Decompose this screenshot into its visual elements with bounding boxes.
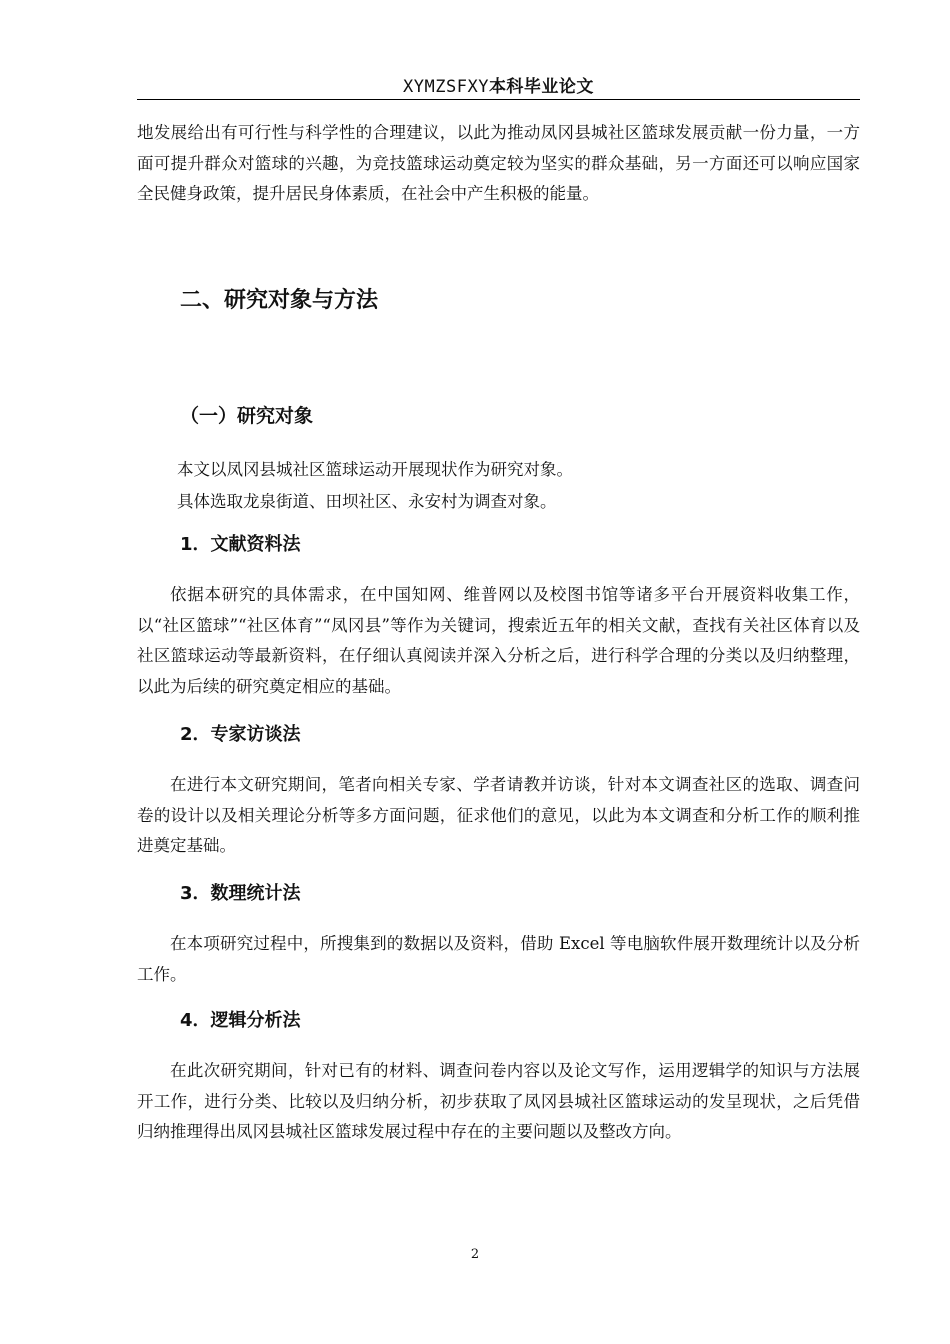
method-paragraph: 在此次研究期间，针对已有的材料、调查问卷内容以及论文写作，运用逻辑学的知识与方法展开工作，进行分类、比较以及归纳分析，初步获取了凤冈县城社区篮球运动的发呈现状，之后凭借归纳推理得出凤冈县城社区篮球发展过程中存在的主要问题以及整改方向。: [137, 1061, 860, 1141]
section-title: 二、研究对象与方法: [180, 288, 379, 313]
object-line: 具体选取龙泉街道、田坝社区、永安村为调查对象。: [177, 492, 557, 511]
intro-paragraph: 地发展给出有可行性与科学性的合理建议，以此为推动凤冈县城社区篮球发展贡献一份力量，一方面可提升群众对篮球的兴趣，为竞技篮球运动奠定较为坚实的群众基础，另一方面还可以响应国家全民健身政策，提升居民身体素质，在社会中产生积极的能量。: [137, 123, 860, 203]
subsection-title: （一）研究对象: [180, 405, 314, 427]
method-heading: 4．逻辑分析法: [180, 1010, 301, 1031]
header-divider: [137, 99, 860, 100]
method-heading: 2．专家访谈法: [180, 724, 301, 745]
method-heading: 3．数理统计法: [180, 883, 301, 904]
method-paragraph: 依据本研究的具体需求，在中国知网、维普网以及校图书馆等诸多平台开展资料收集工作，以“社区篮球”“社区体育”“凤冈县”等作为关键词，搜索近五年的相关文献，查找有关社区体育以及社区篮球运动等最新资料，在仔细认真阅读并深入分析之后，进行科学合理的分类以及归纳整理，以此为后续的研究奠定相应的基础。: [137, 585, 860, 696]
header-code: XYMZSFXY: [403, 77, 489, 97]
method-paragraph: 在本项研究过程中，所搜集到的数据以及资料，借助 Excel 等电脑软件展开数理统计以及分析工作。: [137, 934, 860, 984]
object-line: 本文以凤冈县城社区篮球运动开展现状作为研究对象。: [177, 460, 573, 479]
page-header: [137, 72, 860, 97]
method-heading: 1．文献资料法: [180, 534, 301, 555]
header-title: 本科毕业论文: [488, 77, 594, 97]
method-paragraph: 在进行本文研究期间，笔者向相关专家、学者请教并访谈，针对本文调查社区的选取、调查问卷的设计以及相关理论分析等多方面问题，征求他们的意见，以此为本文调查和分析工作的顺利推进奠定基础。: [137, 775, 860, 855]
page-number: 2: [470, 1247, 480, 1262]
